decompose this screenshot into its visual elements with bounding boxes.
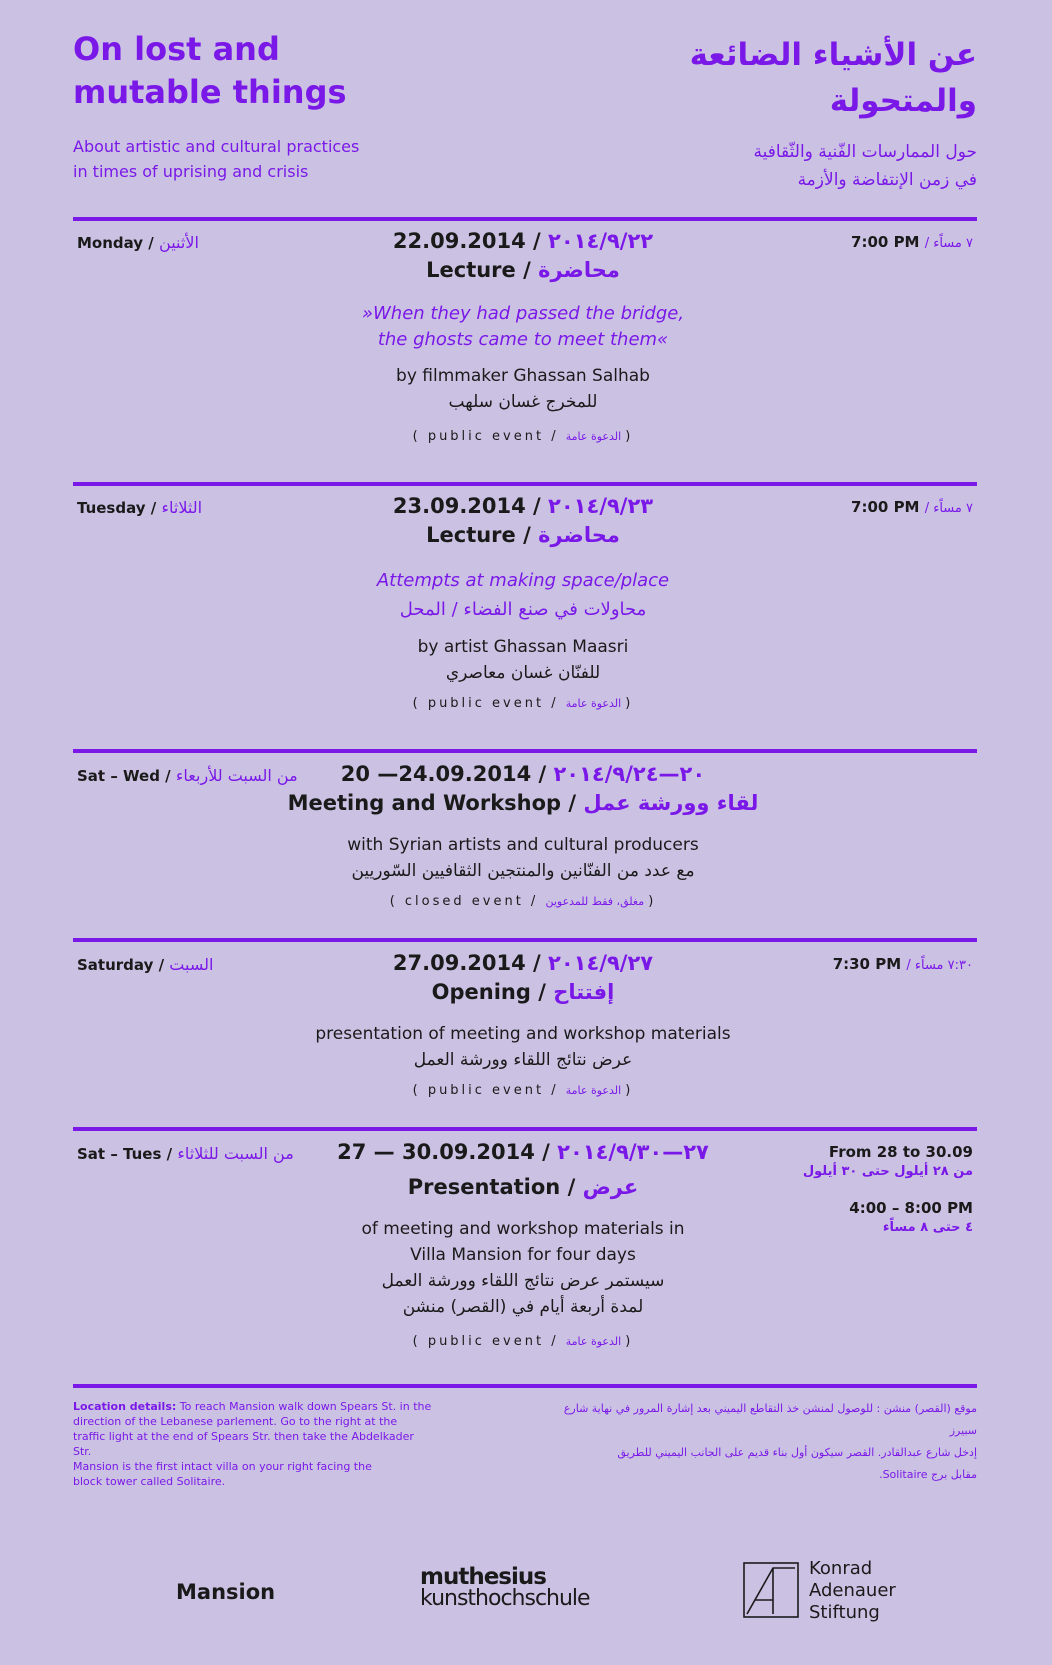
event-time xyxy=(851,498,973,516)
date-en: 23.09.2014 / xyxy=(392,494,541,518)
body-line: by filmmaker Ghassan Salhab xyxy=(396,366,650,386)
tag-ar: الدعوة عامة xyxy=(565,1335,622,1348)
subtitle-line: حول الممارسات الفّنية والثّقافية xyxy=(753,142,977,162)
logo-line: Stiftung xyxy=(809,1602,880,1623)
body-line: للفنّان غسان معاصري xyxy=(445,663,601,683)
event-access xyxy=(273,1081,773,1101)
event-day xyxy=(77,498,202,517)
location-line: To reach Mansion walk down Spears St. in the xyxy=(176,1400,432,1413)
body-line: سيستمر عرض نتائج اللقاء وورشة العمل xyxy=(381,1271,665,1291)
divider xyxy=(73,482,977,486)
event-description xyxy=(273,634,773,686)
muthesius-logo xyxy=(420,1566,590,1610)
location-details-en xyxy=(73,1399,433,1489)
body-line: by artist Ghassan Maasri xyxy=(417,637,629,657)
kind-en: Lecture / xyxy=(426,523,531,547)
tag-ar: الدعوة عامة xyxy=(565,697,622,710)
kas-mark-icon xyxy=(743,1562,799,1618)
tag-close: ) xyxy=(625,696,634,711)
title-english xyxy=(73,28,413,114)
hours-ar: ٤ حتى ٨ مساًء xyxy=(882,1220,973,1235)
quote-line: »When they had passed the bridge, xyxy=(361,303,685,324)
body-line: مع عدد من الفنّانين والمنتجين الثقافيين السّوريين xyxy=(351,861,695,881)
logo-line: kunsthochschule xyxy=(420,1586,590,1611)
time-en: 7:00 PM xyxy=(851,233,920,251)
event-details xyxy=(273,227,773,447)
tag-close: ) xyxy=(625,429,634,444)
tag-close: ) xyxy=(625,1334,634,1349)
tag-en: ( public event / xyxy=(412,1334,559,1349)
tag-en: ( public event / xyxy=(412,429,559,444)
event-kind xyxy=(273,520,773,550)
event-day xyxy=(77,766,298,785)
logo-line: Adenauer xyxy=(809,1580,896,1601)
location-label: Location details: xyxy=(73,1400,177,1413)
tag-ar: الدعوة عامة xyxy=(565,430,622,443)
event-access xyxy=(273,427,773,447)
body-line: with Syrian artists and cultural producers xyxy=(347,835,699,855)
time-range-ar: من ٢٨ أيلول حتى ٣٠ أيلول xyxy=(802,1164,973,1179)
kind-en: Presentation / xyxy=(407,1175,576,1199)
event-title xyxy=(273,301,773,353)
kind-en: Lecture / xyxy=(426,258,531,282)
date-ar: ٢٠١٤/٩/٢٧ xyxy=(548,951,654,975)
hours-en: 4:00 – 8:00 PM xyxy=(849,1199,973,1217)
time-ar: / ٧ مساًء xyxy=(924,501,973,516)
time-en: 7:30 PM xyxy=(832,955,902,973)
location-line: مقابل برج Solitaire. xyxy=(879,1468,977,1481)
date-ar: ٢٠—٢٠١٤/٩/٢٤ xyxy=(553,762,706,786)
event-description xyxy=(273,832,773,884)
date-ar: ٢٠١٤/٩/٢٣ xyxy=(548,494,654,518)
event-details xyxy=(273,1138,773,1352)
title-line: On lost and xyxy=(73,30,280,68)
date-ar: ٢٧—٢٠١٤/٩/٣٠ xyxy=(557,1140,709,1164)
event-kind xyxy=(273,788,773,818)
body-line: of meeting and workshop materials in xyxy=(361,1219,685,1239)
subtitle-english xyxy=(73,134,433,184)
title-arabic xyxy=(557,32,977,124)
title-line: عن الأشياء الضائعة xyxy=(689,37,977,73)
quote-line: محاولات في صنع الفضاء / المحل xyxy=(399,599,647,620)
event-access xyxy=(273,892,773,912)
kind-ar: محاضرة xyxy=(538,523,620,547)
event-time xyxy=(803,1142,973,1238)
location-line: موقع (القصر) منشن : للوصول لمنشن خذ التقاطع اليميني بعد إشارة المرور في نهاية شارع سبيرز xyxy=(563,1402,977,1437)
date-en: 27 — 30.09.2014 / xyxy=(337,1140,550,1164)
divider xyxy=(73,217,977,221)
body-line: Villa Mansion for four days xyxy=(410,1245,636,1265)
tag-ar: الدعوة عامة xyxy=(565,1084,622,1097)
location-line: direction of the Lebanese parlement. Go to the right at the xyxy=(73,1415,398,1428)
date-ar: ٢٠١٤/٩/٢٢ xyxy=(548,229,654,253)
day-en: Sat – Wed / xyxy=(77,767,171,785)
date-en: 20 —24.09.2014 / xyxy=(340,762,547,786)
event-time xyxy=(851,233,973,251)
tag-en: ( closed event / xyxy=(389,894,539,909)
divider xyxy=(73,749,977,753)
event-description xyxy=(273,363,773,415)
divider xyxy=(73,1127,977,1131)
time-ar: / ٧:٣٠ مساًء xyxy=(906,958,973,973)
event-date xyxy=(273,227,773,255)
event-date xyxy=(273,760,773,788)
kind-en: Opening / xyxy=(431,980,546,1004)
day-ar: الثلاثاء xyxy=(161,498,203,517)
event-date xyxy=(273,1138,773,1166)
day-en: Monday / xyxy=(77,234,154,252)
tag-en: ( public event / xyxy=(412,696,559,711)
location-line: Mansion is the first intact villa on your right facing the xyxy=(73,1460,372,1473)
kas-text xyxy=(809,1558,896,1624)
time-range-en: From 28 to 30.09 xyxy=(828,1143,973,1161)
day-ar: السبت xyxy=(169,955,214,974)
event-details xyxy=(273,760,773,912)
kind-ar: إفتتاح xyxy=(553,980,615,1004)
event-day xyxy=(77,1144,294,1163)
day-en: Saturday / xyxy=(77,956,165,974)
location-line: traffic light at the end of Spears Str. then take the Abdelkader Str. xyxy=(73,1430,414,1458)
body-line: لمدة أربعة أيام في (القصر) منشن xyxy=(402,1297,644,1317)
subtitle-arabic xyxy=(557,138,977,194)
event-day xyxy=(77,955,213,974)
event-date xyxy=(273,492,773,520)
divider xyxy=(73,938,977,942)
kind-en: Meeting and Workshop / xyxy=(287,791,577,815)
mansion-logo: Mansion xyxy=(176,1580,276,1604)
subtitle-line: in times of uprising and crisis xyxy=(73,162,309,181)
day-ar: من السبت للأربعاء xyxy=(175,766,298,785)
day-ar: من السبت للثلاثاء xyxy=(177,1144,294,1163)
event-kind xyxy=(273,1172,773,1202)
body-line: عرض نتائج اللقاء وورشة العمل xyxy=(413,1050,633,1070)
event-date xyxy=(273,949,773,977)
subtitle-line: About artistic and cultural practices xyxy=(73,137,360,156)
body-line: للمخرج غسان سلهب xyxy=(448,392,598,412)
day-ar: الأثنين xyxy=(159,233,199,252)
location-line: block tower called Solitaire. xyxy=(73,1475,226,1488)
event-title xyxy=(273,566,773,624)
date-en: 22.09.2014 / xyxy=(392,229,541,253)
event-day xyxy=(77,233,199,252)
subtitle-line: في زمن الإنتفاضة والأزمة xyxy=(797,170,977,190)
event-description xyxy=(273,1216,773,1320)
event-access xyxy=(273,1332,773,1352)
event-description xyxy=(273,1021,773,1073)
day-en: Sat – Tues / xyxy=(77,1145,173,1163)
tag-close: ) xyxy=(625,1083,634,1098)
title-line: mutable things xyxy=(73,73,347,111)
kind-ar: لقاء وورشة عمل xyxy=(583,791,759,815)
event-access xyxy=(273,694,773,714)
quote-line: the ghosts came to meet them« xyxy=(377,329,669,350)
day-en: Tuesday / xyxy=(77,499,157,517)
event-details xyxy=(273,492,773,714)
time-ar: / ٧ مساًء xyxy=(924,236,973,251)
time-en: 7:00 PM xyxy=(851,498,920,516)
kind-ar: محاضرة xyxy=(538,258,620,282)
location-text xyxy=(73,1399,433,1414)
tag-ar: مغلق، فقط للمدعوين xyxy=(545,895,645,908)
event-kind xyxy=(273,255,773,285)
title-line: والمتحولة xyxy=(829,83,977,119)
logo-line: muthesius xyxy=(420,1564,546,1590)
kind-ar: عرض xyxy=(582,1175,639,1199)
tag-en: ( public event / xyxy=(412,1083,559,1098)
event-details xyxy=(273,949,773,1101)
event-kind xyxy=(273,977,773,1007)
location-line: إدخل شارع عبدالقادر. القصر سيكون أول بناء قديم على الجانب اليميني للطريق xyxy=(617,1446,977,1459)
event-time xyxy=(833,955,973,973)
divider xyxy=(73,1384,977,1388)
date-en: 27.09.2014 / xyxy=(392,951,541,975)
location-details-ar xyxy=(557,1398,977,1486)
body-line: presentation of meeting and workshop materials xyxy=(315,1024,731,1044)
logo-line: Konrad xyxy=(809,1558,873,1579)
quote-line: Attempts at making space/place xyxy=(376,570,670,591)
tag-close: ) xyxy=(648,894,657,909)
